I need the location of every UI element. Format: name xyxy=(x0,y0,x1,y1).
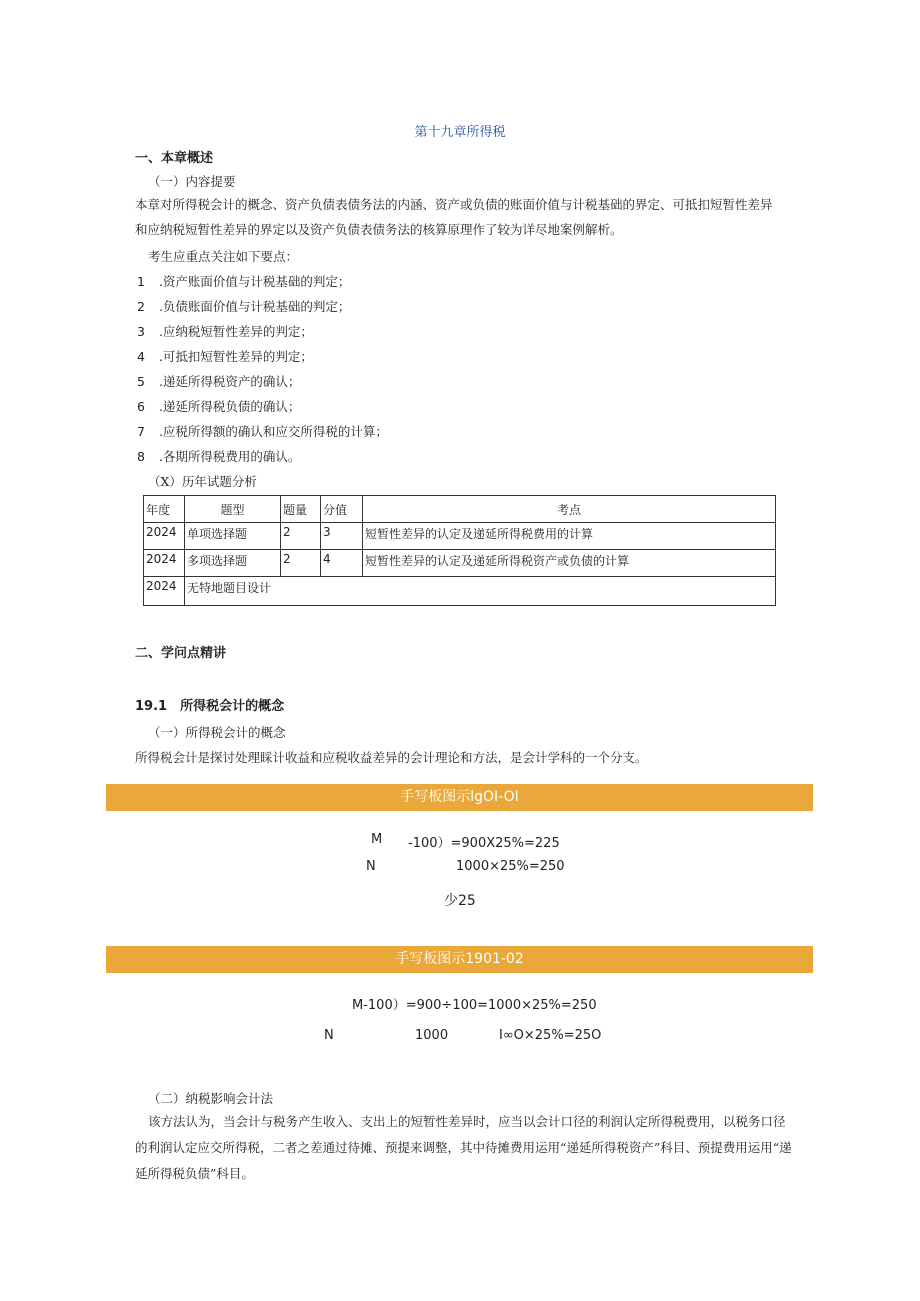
table-cell: 短暂性差异的认定及递延所得税费用的计算 xyxy=(363,523,776,550)
table-header-cell: 考点 xyxy=(363,496,776,523)
focus-intro: 考生应重点关注如下要点： xyxy=(148,249,299,264)
table-cell: 短暂性差异的认定及递延所得税资产或负债的计算 xyxy=(363,550,776,577)
handwriting-banner-2: 手写板图示1901-02 xyxy=(106,946,813,973)
list-item-number: 6 xyxy=(137,399,145,414)
list-item xyxy=(137,272,350,290)
table-cell: 2 xyxy=(281,523,321,550)
chapter-title: 第十九章所得税 xyxy=(414,125,506,140)
formula-m-expression: -100）=900X25%=225 xyxy=(408,836,560,851)
formula-m-label: M xyxy=(371,832,383,847)
intro-line-2: 和应纳税短暂性差异的界定以及资产负债表债务法的核算原理作了较为详尽地案例解析。 xyxy=(135,222,623,237)
intro-line-1: 本章对所得税会计的概念、资产负债表债务法的内涵、资产或负债的账面价值与计税基础的界定、可抵扣短暂性差异 xyxy=(135,197,773,212)
subheading-tax-effect-method: （二）纳税影响会计法 xyxy=(148,1091,274,1106)
table-row xyxy=(144,523,776,550)
table-cell: 单项选择题 xyxy=(185,523,281,550)
list-item-text: .可抵扣短暂性差异的判定； xyxy=(158,349,313,364)
formula2-n-result: I∞O×25%=25O xyxy=(499,1028,602,1043)
table-header-cell: 年度 xyxy=(144,496,185,523)
table-cell: 多项选择题 xyxy=(185,550,281,577)
table-cell: 3 xyxy=(321,523,363,550)
list-item-text: .递延所得税资产的确认； xyxy=(158,374,301,389)
list-item-text: .递延所得税负债的确认； xyxy=(158,399,301,414)
concept-paragraph: 所得税会计是探讨处理睬计收益和应税收益差异的会计理论和方法，是会计学科的一个分支。 xyxy=(135,750,648,765)
subsection-heading-19-1: 19.1 所得税会计的概念 xyxy=(135,699,285,714)
section-heading-overview: 一、本章概述 xyxy=(135,151,214,166)
list-item xyxy=(137,397,300,415)
list-item-text: .应纳税短暂性差异的判定； xyxy=(158,324,313,339)
table-cell: 2024 xyxy=(144,523,185,550)
table-cell: 2024 xyxy=(144,577,185,606)
list-item-text: .各期所得税费用的确认。 xyxy=(158,449,301,464)
table-cell-merged: 无特地题目设计 xyxy=(185,577,776,606)
table-cell: 4 xyxy=(321,550,363,577)
table-header-cell: 题量 xyxy=(281,496,321,523)
formula-n-expression: 1000×25%=250 xyxy=(456,859,565,874)
list-item-text: .应税所得额的确认和应交所得税的计算； xyxy=(158,424,388,439)
list-item-number: 2 xyxy=(137,299,145,314)
list-item-number: 8 xyxy=(137,449,145,464)
table-row xyxy=(144,577,776,606)
list-item-number: 4 xyxy=(137,349,145,364)
list-item xyxy=(137,447,300,465)
table-header-cell: 题型 xyxy=(185,496,281,523)
subheading-content-summary: （一）内容提要 xyxy=(148,174,236,189)
tax-effect-line-2: 的利润认定应交所得税，二者之差通过待摊、预提来调整，其中待摊费用运用“递延所得税资产”科目、预提费用运用“递 xyxy=(135,1140,792,1155)
list-item xyxy=(137,297,350,315)
exam-analysis-table xyxy=(143,495,776,606)
list-item xyxy=(137,347,313,365)
list-item xyxy=(137,422,388,440)
subheading-concept: （一）所得税会计的概念 xyxy=(148,725,286,740)
subheading-exam-analysis: （X）历年试题分析 xyxy=(148,474,257,489)
table-header-cell: 分值 xyxy=(321,496,363,523)
table-cell: 2024 xyxy=(144,550,185,577)
list-item-number: 5 xyxy=(137,374,145,389)
tax-effect-line-3: 延所得税负债”科目。 xyxy=(135,1166,254,1181)
list-item-text: .资产账面价值与计税基础的判定； xyxy=(158,274,351,289)
list-item-number: 3 xyxy=(137,324,145,339)
list-item xyxy=(137,372,300,390)
formula2-n-label: N xyxy=(324,1028,334,1043)
tax-effect-paragraph xyxy=(135,1109,815,1187)
formula2-n-base: 1000 xyxy=(415,1028,449,1043)
list-item-number: 1 xyxy=(137,274,145,289)
formula-difference: 少25 xyxy=(444,893,476,909)
formula2-m: M-100）=900÷100=1000×25%=250 xyxy=(352,998,597,1013)
list-item-number: 7 xyxy=(137,424,145,439)
table-row xyxy=(144,550,776,577)
handwriting-banner-1: 手写板图示lgOI-OI xyxy=(106,784,813,811)
list-item-text: .负债账面价值与计税基础的判定； xyxy=(158,299,351,314)
section-heading-knowledge: 二、学问点精讲 xyxy=(135,646,227,661)
table-header-row xyxy=(144,496,776,523)
table-cell: 2 xyxy=(281,550,321,577)
tax-effect-line-1: 该方法认为，当会计与税务产生收入、支出上的短暂性差异时，应当以会计口径的利润认定所得税费用，以税务口径 xyxy=(148,1114,786,1129)
list-item xyxy=(137,322,313,340)
intro-paragraph xyxy=(135,192,815,242)
formula-n-label: N xyxy=(366,859,376,874)
